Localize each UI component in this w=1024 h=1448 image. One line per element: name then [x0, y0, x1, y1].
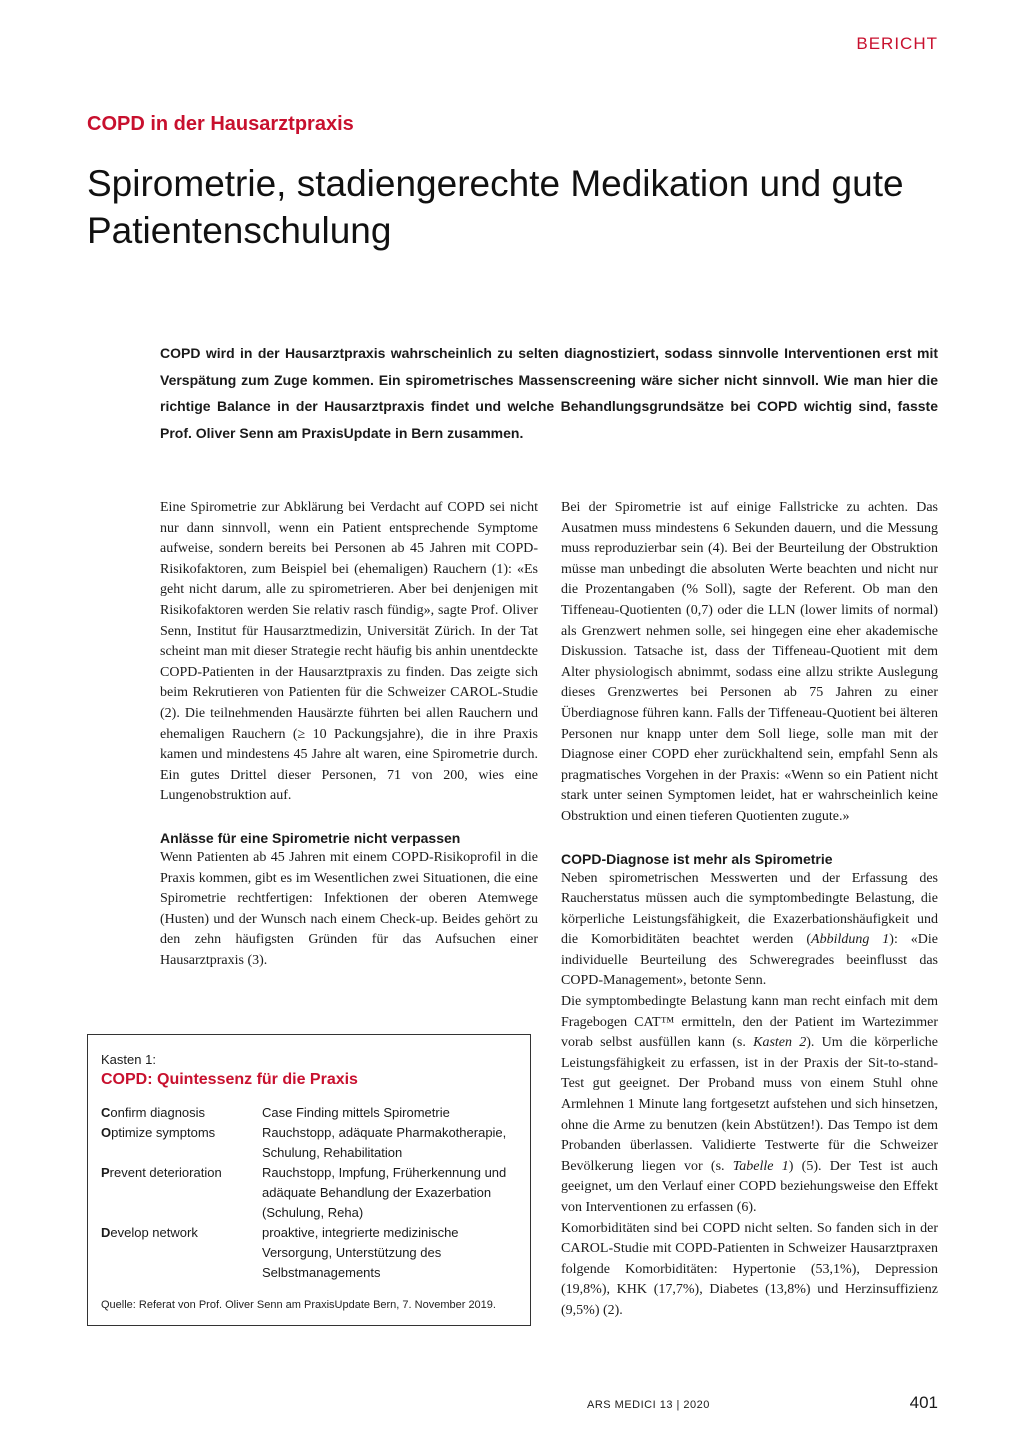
left-column: [160, 498, 538, 971]
acronym-initial: D: [101, 1225, 111, 1240]
body-paragraph: Bei der Spirometrie ist auf einige Fallstricke zu achten. Das Ausatmen muss mindestens 6 Sekunden dauern, und die Messung muss reproduzierbar sein (4). Bei der Beurteilung der Obstruktion müsse man unbedingt die absoluten Werte beachten und nicht nur die Prozentangaben (% Soll), sagte der Referent. Ob man den Tiffeneau-Quotienten (0,7) oder die LLN (lower limits of normal) als Grenzwert nehmen solle, sei hingegen eine eher akademische Diskussion. Tatsache ist, dass der Tiffeneau-Quotient mit dem Alter physiologisch abnimmt, sodass eine allzu strikte Auslegung dieses Grenzwertes bei Personen ab 75 Jahren zu einer Überdiagnose führen kann. Falls der Tiffeneau-Quotient bei älteren Personen nur knapp unter dem Soll liege, solle man mit der Diagnose einer COPD eher zurückhaltend sein, empfahl Senn als pragmatisches Vorgehen in der Praxis: «Wenn so ein Patient nicht stark unter seinen Symptomen leidet, hat er wahrscheinlich keine Obstruktion und einen tieferen Quotienten zugute.»: [561, 500, 938, 824]
section-label: BERICHT: [856, 34, 938, 53]
box-term: onfirm diagnosis: [110, 1105, 206, 1120]
info-box: [87, 1034, 531, 1326]
box-table: [101, 1103, 530, 1283]
box-source: Quelle: Referat von Prof. Oliver Senn am PraxisUpdate Bern, 7. November 2019.: [101, 1299, 496, 1311]
figure-reference: Abbildung 1: [811, 932, 890, 948]
box-description: proaktive, integrierte medizinische Versorgung, Unterstützung des Selbstmanagements: [262, 1225, 459, 1280]
box-row: [101, 1163, 530, 1223]
acronym-initial: P: [101, 1165, 110, 1180]
right-column: [561, 498, 938, 1322]
box-row: [101, 1123, 530, 1163]
acronym-initial: O: [101, 1125, 112, 1140]
box-description: Rauchstopp, Impfung, Früherkennung und adäquate Behandlung der Exazerbation (Schulung, Reha): [262, 1165, 507, 1220]
article-lead: COPD wird in der Hausarztpraxis wahrscheinlich zu selten diagnostiziert, sodass sinnvolle Interventionen erst mit Verspätung zum Zuge kommen. Ein spirometrisches Massenscreening wäre sicher nicht sinnvoll. Wie man hier die richtige Balance in der Hausarztpraxis findet und welche Behandlungsgrundsätze bei COPD wichtig sind, fasste Prof. Oliver Senn am PraxisUpdate in Bern zusammen.: [160, 345, 938, 441]
section-heading: COPD-Diagnose ist mehr als Spirometrie: [561, 850, 833, 867]
box-term: ptimize symptoms: [111, 1125, 216, 1140]
acronym-initial: C: [101, 1105, 111, 1120]
box-description: Rauchstopp, adäquate Pharmakotherapie, Schulung, Rehabilitation: [262, 1125, 507, 1160]
box-row: [101, 1103, 530, 1123]
box-term: evelop network: [110, 1225, 198, 1240]
box-description: Case Finding mittels Spirometrie: [262, 1105, 450, 1120]
box-reference: Kasten 2: [753, 1035, 807, 1051]
body-paragraph: Neben spirometrischen Messwerten und der Erfassung des Raucherstatus müssen auch die symptombedingte Belastung, die körperliche Leistungsfähigkeit, die Exazerbationshäufigkeit und die Komorbiditäten beachtet werden (Abbildung 1): «Die individuelle Beurteilung des Schweregrades beeinflusst das COPD-Management», betonte Senn.: [561, 870, 939, 989]
box-title: COPD: Quintessenz für die Praxis: [101, 1071, 358, 1088]
section-heading: Anlässe für eine Spirometrie nicht verpassen: [160, 829, 461, 846]
box-label: Kasten 1:: [101, 1052, 156, 1067]
article-kicker: COPD in der Hausarztpraxis: [87, 113, 354, 135]
table-reference: Tabelle 1: [732, 1158, 789, 1174]
article-title: Spirometrie, stadiengerechte Medikation und gute Patientenschulung: [87, 163, 904, 251]
box-row: [101, 1223, 530, 1283]
footer-journal: ARS MEDICI 13 | 2020: [587, 1399, 710, 1411]
body-paragraph: Die symptombedingte Belastung kann man recht einfach mit dem Fragebogen CAT™ ermitteln, den der Patient im Wartezimmer vorab selbst ausfüllen kann (s. Kasten 2). Um die körperliche Leistungsfähigkeit zu erfassen, ist in der Praxis der Sit-to-stand-Test gut geeignet. Der Proband muss von einem Stuhl ohne Armlehnen 1 Minute lang fortgesetzt aufstehen und sich hinsetzen, ohne die Arme zu benutzen (kein Abstützen!). Das Tempo ist dem Probanden überlassen. Validierte Testwerte für die Schweizer Bevölkerung liegen vor (s. Tabelle 1) (5). Der Test ist auch geeignet, um den Verlauf einer COPD beziehungsweise den Effekt von Interventionen zu erfassen (6).: [561, 994, 939, 1215]
body-paragraph: Eine Spirometrie zur Abklärung bei Verdacht auf COPD sei nicht nur dann sinnvoll, wenn ein Patient entsprechende Symptome aufweise, sondern bereits bei Personen ab 45 Jahren mit COPD-Risikofaktoren, zum Beispiel bei (ehemaligen) Rauchern (1): «Es geht nicht darum, alle zu spirometrieren. Aber bei denjenigen mit Risikofaktoren werden Sie relativ rasch fündig», sagte Prof. Oliver Senn, Institut für Hausarztmedizin, Universität Zürich. In der Tat scheint man mit dieser Strategie recht häufig bis anhin unentdeckte COPD-Patienten in der Hausarztpraxis zu finden. Das zeigte sich beim Rekrutieren von Patienten für die Schweizer CAROL-Studie (2). Die teilnehmenden Hausärzte führten bei allen Rauchern und ehemaligen Rauchern (≥ 10 Packungsjahre), die in ihre Praxis kamen und mindestens 45 Jahre alt waren, eine Spirometrie durch. Ein gutes Drittel dieser Personen, 71 von 200, wies eine Lungenobstruktion auf.: [160, 500, 538, 804]
body-paragraph: Komorbiditäten sind bei COPD nicht selten. So fanden sich in der CAROL-Studie mit COPD-Patienten in Schweizer Hausarztpraxen folgende Komorbiditäten: Hypertonie (53,1%), Depression (19,8%), KHK (17,7%), Diabetes (13,8%) und Herzinsuffizienz (9,5%) (2).: [561, 1220, 938, 1318]
body-paragraph: Wenn Patienten ab 45 Jahren mit einem COPD-Risikoprofil in die Praxis kommen, gibt es im Wesentlichen zwei Situationen, die eine Spirometrie rechtfertigen: Infektionen der oberen Atemwege (Husten) und der Wunsch nach einem Check-up. Beides gehört zu den zehn häufigsten Gründen für das Aufsuchen einer Hausarztpraxis (3).: [160, 849, 538, 968]
page-number: 401: [909, 1393, 938, 1412]
box-term: revent deterioration: [109, 1165, 222, 1180]
